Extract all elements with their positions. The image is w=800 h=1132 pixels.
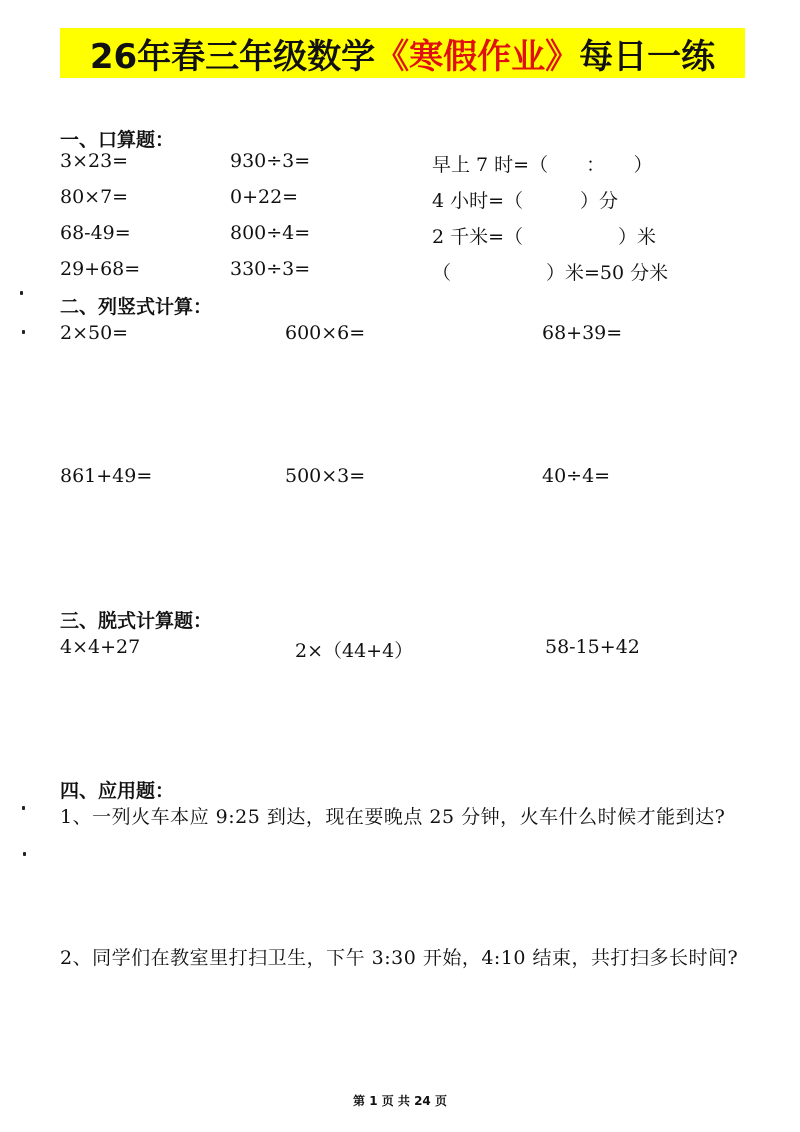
- oral-item: 80×7=: [60, 186, 129, 208]
- section-4-heading: 四、应用题：: [60, 780, 175, 802]
- oral-item: 0+22=: [230, 186, 299, 208]
- step-calc-item: 58-15+42: [545, 636, 640, 658]
- step-calc-item: 2×（44+4）: [295, 640, 414, 662]
- vertical-calc-item: 2×50=: [60, 322, 129, 344]
- word-problem-1: 1、一列火车本应 9:25 到达，现在要晚点 25 分钟，火车什么时候才能到达?: [60, 806, 726, 828]
- vertical-calc-item: 600×6=: [285, 322, 366, 344]
- vertical-calc-item: 500×3=: [285, 465, 366, 487]
- section-2-heading: 二、列竖式计算：: [60, 296, 213, 318]
- page-number: 第 1 页 共 24 页: [353, 1094, 447, 1108]
- oral-item: 930÷3=: [230, 150, 311, 172]
- scan-speck: [20, 291, 23, 295]
- section-1-heading: 一、口算题：: [60, 129, 175, 151]
- oral-item: 68-49=: [60, 222, 131, 244]
- oral-item: 3×23=: [60, 150, 129, 172]
- title-part-3: 每日一练: [579, 36, 716, 77]
- section-3-heading: 三、脱式计算题：: [60, 610, 213, 632]
- oral-item: 4 小时=（ ）分: [432, 190, 619, 212]
- step-calc-item: 4×4+27: [60, 636, 141, 658]
- oral-item: 2 千米=（ ）米: [432, 226, 657, 248]
- vertical-calc-item: 861+49=: [60, 465, 153, 487]
- scan-speck: [22, 806, 25, 810]
- vertical-calc-item: 68+39=: [542, 322, 623, 344]
- oral-item: 29+68=: [60, 258, 141, 280]
- scan-speck: [23, 852, 26, 856]
- oral-item: 800÷4=: [230, 222, 311, 244]
- oral-item: 330÷3=: [230, 258, 311, 280]
- page-title: [60, 28, 745, 78]
- title-part-2: 《寒假作业》: [375, 36, 580, 77]
- oral-item: （ ）米=50 分米: [432, 262, 669, 284]
- oral-item: 早上 7 时=（ ： ）: [432, 154, 653, 176]
- word-problem-2: 2、同学们在教室里打扫卫生，下午 3:30 开始，4:10 结束，共打扫多长时间?: [60, 947, 739, 969]
- scan-speck: [22, 330, 25, 334]
- vertical-calc-item: 40÷4=: [542, 465, 611, 487]
- title-part-1: 26年春三年级数学: [89, 36, 376, 77]
